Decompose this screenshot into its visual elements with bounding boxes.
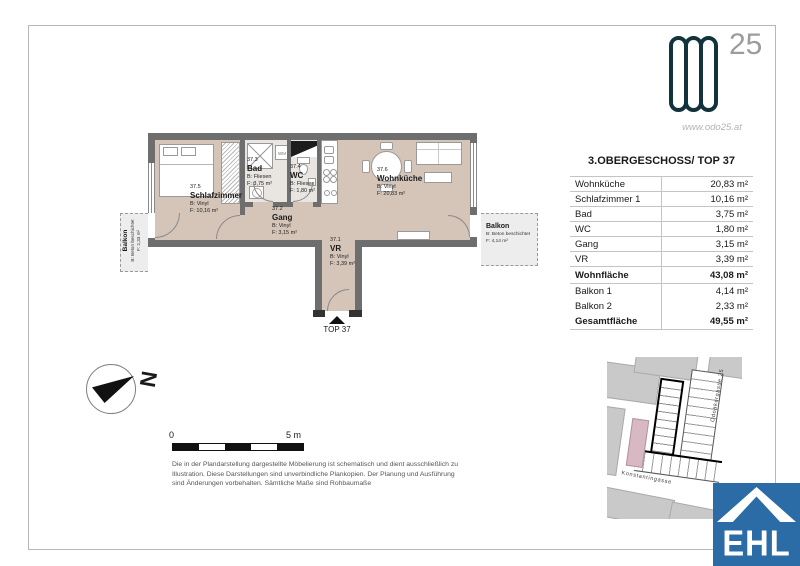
- row-label: WC: [575, 223, 591, 235]
- room-number: 37.3: [247, 157, 258, 163]
- kitchen-sink: [324, 156, 334, 164]
- row-label: Bad: [575, 208, 592, 220]
- room-name: Schlafzimmer: [190, 190, 243, 200]
- scale-end-label: 5 m: [286, 430, 302, 440]
- coffee-table: [424, 172, 452, 183]
- stove-burner: [330, 176, 337, 183]
- room-name: Wohnküche: [377, 173, 423, 183]
- row-value: 10,16 m²: [710, 193, 748, 205]
- wm-label: WM: [278, 151, 286, 156]
- room-label-schlafzimmer: [190, 184, 242, 215]
- room-name: Gang: [272, 212, 293, 222]
- balcony-name: Balkon: [122, 229, 129, 252]
- row-label: Balkon 2: [575, 301, 612, 312]
- sideboard: [397, 231, 430, 240]
- map-building: [607, 406, 626, 476]
- scale-start-label: 0: [169, 430, 175, 440]
- row-value: 3,75 m²: [715, 208, 748, 220]
- disclaimer-line: Illustration. Diese Darstellungen sind unverbindliche Plankopien. Der Planung und Ausführung: [172, 470, 455, 478]
- logo-number: 25: [729, 28, 763, 61]
- sofa-line: [417, 149, 461, 150]
- balcony-floor: B: Beton beschichtet: [130, 219, 136, 262]
- row-value: 4,14 m²: [715, 286, 748, 297]
- stove-burner: [330, 169, 337, 176]
- wall-segment: [355, 247, 362, 310]
- sofa: [416, 142, 462, 165]
- bed-pillow: [163, 147, 178, 156]
- wall-segment: [148, 133, 477, 140]
- room-area: F: 10,16 m²: [190, 207, 219, 214]
- room-label-vr: [330, 237, 355, 268]
- room-floor: B: Vinyl: [272, 222, 291, 229]
- room-floor: B: Vinyl: [377, 183, 396, 190]
- room-floor: B: Vinyl: [330, 253, 349, 260]
- balcony-area: F: 4,14 m²: [486, 238, 508, 244]
- row-value: 2,33 m²: [715, 301, 748, 312]
- row-value: 3,39 m²: [715, 253, 748, 265]
- room-area: F: 3,75 m²: [247, 180, 273, 187]
- wall-segment: [470, 207, 477, 215]
- room-floor: B: Fliesen: [290, 180, 315, 187]
- room-name: VR: [330, 243, 342, 253]
- wall-segment: [317, 140, 321, 202]
- window: [148, 163, 155, 213]
- kitchen-knob: [331, 190, 337, 196]
- wall-segment: [355, 240, 477, 247]
- north-letter: N: [134, 369, 163, 390]
- balcony-left-label: [122, 213, 142, 268]
- area-table: [570, 176, 753, 330]
- balcony-area: F: 2,33 m²: [136, 230, 142, 251]
- kitchen-sink: [324, 146, 334, 154]
- wall-stub: [349, 310, 362, 317]
- room-number: 37.5: [190, 184, 201, 190]
- row-label: Schlafzimmer 1: [575, 193, 641, 205]
- odo25-logo-icon: [669, 36, 718, 112]
- room-area: F: 20,83 m²: [377, 190, 406, 197]
- sofa-line: [438, 143, 439, 164]
- balcony-floor: B: Beton beschichtet: [486, 231, 530, 237]
- bed-line: [160, 164, 213, 165]
- row-value: 1,80 m²: [715, 223, 748, 235]
- kitchen-knob: [324, 190, 330, 196]
- wall-stub: [313, 310, 325, 317]
- logo-capsule: [699, 36, 718, 112]
- map-building: [607, 486, 675, 519]
- room-name: WC: [290, 170, 304, 180]
- room-label-wohnkueche: [377, 167, 422, 198]
- window: [470, 143, 477, 207]
- wall-segment: [470, 133, 477, 143]
- room-floor: B: Fliesen: [247, 173, 272, 180]
- row-value: 20,83 m²: [710, 178, 748, 190]
- balcony-right-label: [486, 222, 530, 245]
- room-area: F: 3,15 m²: [272, 229, 298, 236]
- toilet-cistern: [297, 157, 310, 164]
- row-value: 3,15 m²: [715, 238, 748, 250]
- wall-segment: [315, 247, 322, 310]
- row-label: VR: [575, 253, 589, 265]
- shaft-wedge: [291, 141, 317, 157]
- wall-segment: [148, 240, 322, 247]
- shaft: [291, 141, 317, 157]
- map-street2-label: Odoakergasse 25: [710, 368, 726, 423]
- stove-burner: [323, 169, 330, 176]
- room-number: 37.6: [377, 167, 388, 173]
- scale-bar: [172, 443, 304, 451]
- row-value: 49,55 m²: [709, 316, 748, 327]
- room-label-wc: [290, 164, 315, 195]
- row-value: 43,08 m²: [709, 269, 748, 281]
- room-number: 37.4: [290, 164, 301, 170]
- ehl-roof-icon: [717, 487, 796, 522]
- bed-pillow: [181, 147, 196, 156]
- room-floor: B: Vinyl: [190, 200, 209, 207]
- map-street1-label: Konstantingasse: [620, 470, 673, 486]
- ehl-text: EHL: [722, 523, 791, 564]
- row-label: Balkon 1: [575, 286, 612, 297]
- room-label-gang: [272, 206, 297, 237]
- disclaimer-line: Die in der Plandarstellung dargestellte Möbelierung ist schematisch und dient ausschließlich zu: [172, 461, 459, 468]
- page-title: 3.OBERGESCHOSS/ TOP 37: [588, 155, 735, 167]
- room-number: 37.1: [330, 237, 341, 243]
- chair: [362, 160, 370, 173]
- disclaimer: [172, 460, 517, 489]
- table-divider: [661, 177, 662, 330]
- room-area: F: 3,39 m²: [330, 260, 356, 267]
- wall-segment: [313, 202, 321, 207]
- wall-segment: [245, 202, 253, 207]
- row-label: Wohnfläche: [575, 269, 629, 281]
- entrance-arrow-icon: [329, 316, 345, 324]
- room-label-bad: [247, 157, 272, 188]
- logo-website: www.odo25.at: [682, 122, 742, 133]
- disclaimer-line: sind Änderungen vorbehalten. Sämtliche Maße sind Rohbaumaße: [172, 480, 372, 488]
- row-label: Wohnküche: [575, 178, 625, 190]
- entrance-label: TOP 37: [323, 325, 351, 334]
- row-label: Gang: [575, 238, 599, 250]
- room-name: Bad: [247, 163, 263, 173]
- chair: [380, 142, 393, 150]
- wall-segment: [148, 140, 155, 163]
- room-number: 37.2: [272, 206, 283, 212]
- row-label: Gesamtfläche: [575, 316, 638, 327]
- room-area: F: 1,80 m²: [290, 187, 316, 194]
- stove-burner: [323, 176, 330, 183]
- balcony-name: Balkon: [486, 223, 510, 230]
- ehl-logo: [713, 483, 800, 566]
